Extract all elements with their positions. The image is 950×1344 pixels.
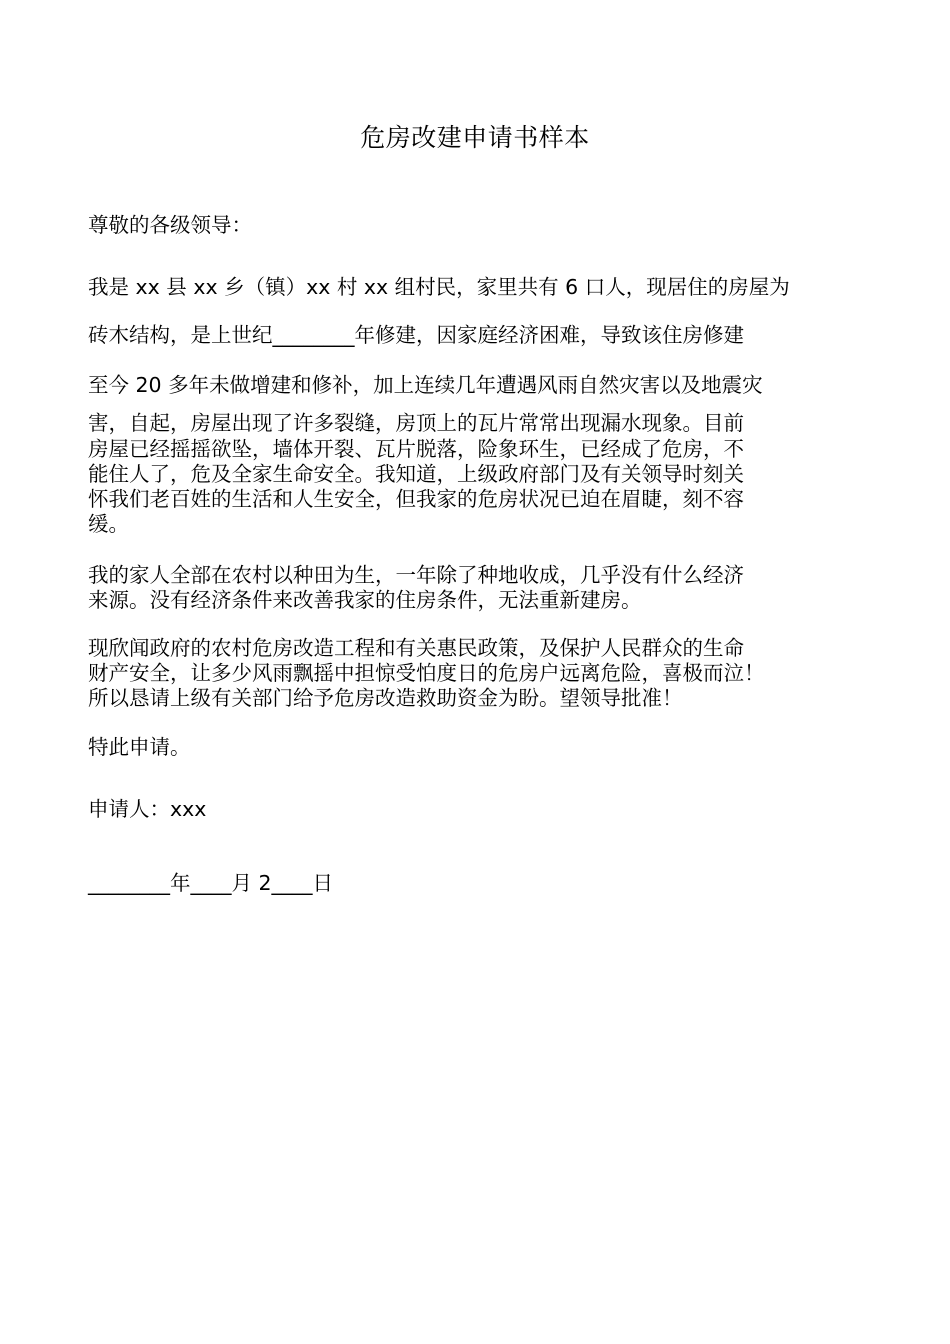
paragraph-1-line-7: 怀我们老百姓的生活和人生安全，但我家的危房状况已迫在眉睫，刻不容 bbox=[88, 487, 744, 511]
paragraph-1-line-4: 害，自起，房屋出现了许多裂缝，房顶上的瓦片常常出现漏水现象。目前 bbox=[88, 411, 744, 435]
paragraph-1-line-2: 砖木结构，是上世纪________年修建，因家庭经济困难，导致该住房修建 bbox=[88, 323, 744, 347]
document-title: 危房改建申请书样本 bbox=[360, 123, 590, 152]
paragraph-3-line-3: 所以恳请上级有关部门给予危房改造救助资金为盼。望领导批准！ bbox=[88, 686, 683, 710]
paragraph-1-line-8: 缓。 bbox=[88, 512, 129, 536]
paragraph-1-line-6: 能住人了，危及全家生命安全。我知道，上级政府部门及有关领导时刻关 bbox=[88, 462, 744, 486]
paragraph-2-line-2: 来源。没有经济条件来改善我家的住房条件，无法重新建房。 bbox=[88, 588, 642, 612]
paragraph-2-line-1: 我的家人全部在农村以种田为生，一年除了种地收成，几乎没有什么经济 bbox=[88, 563, 744, 587]
salutation: 尊敬的各级领导： bbox=[88, 213, 252, 237]
paragraph-1-line-5: 房屋已经摇摇欲坠，墙体开裂、瓦片脱落，险象环生，已经成了危房，不 bbox=[88, 437, 744, 461]
applicant-line: 申请人：xxx bbox=[88, 797, 207, 821]
paragraph-3-line-2: 财产安全，让多少风雨飘摇中担惊受怕度日的危房户远离危险，喜极而泣！ bbox=[88, 661, 765, 685]
closing-text: 特此申请。 bbox=[88, 735, 191, 759]
paragraph-1-line-3: 至今 20 多年未做增建和修补，加上连续几年遭遇风雨自然灾害以及地震灾 bbox=[88, 373, 763, 397]
date-line: ________年____月 2____日 bbox=[88, 871, 334, 895]
paragraph-3-line-1: 现欣闻政府的农村危房改造工程和有关惠民政策，及保护人民群众的生命 bbox=[88, 636, 744, 660]
paragraph-1-line-1: 我是 xx 县 xx 乡（镇）xx 村 xx 组村民，家里共有 6 口人，现居住的房屋为 bbox=[88, 275, 790, 299]
